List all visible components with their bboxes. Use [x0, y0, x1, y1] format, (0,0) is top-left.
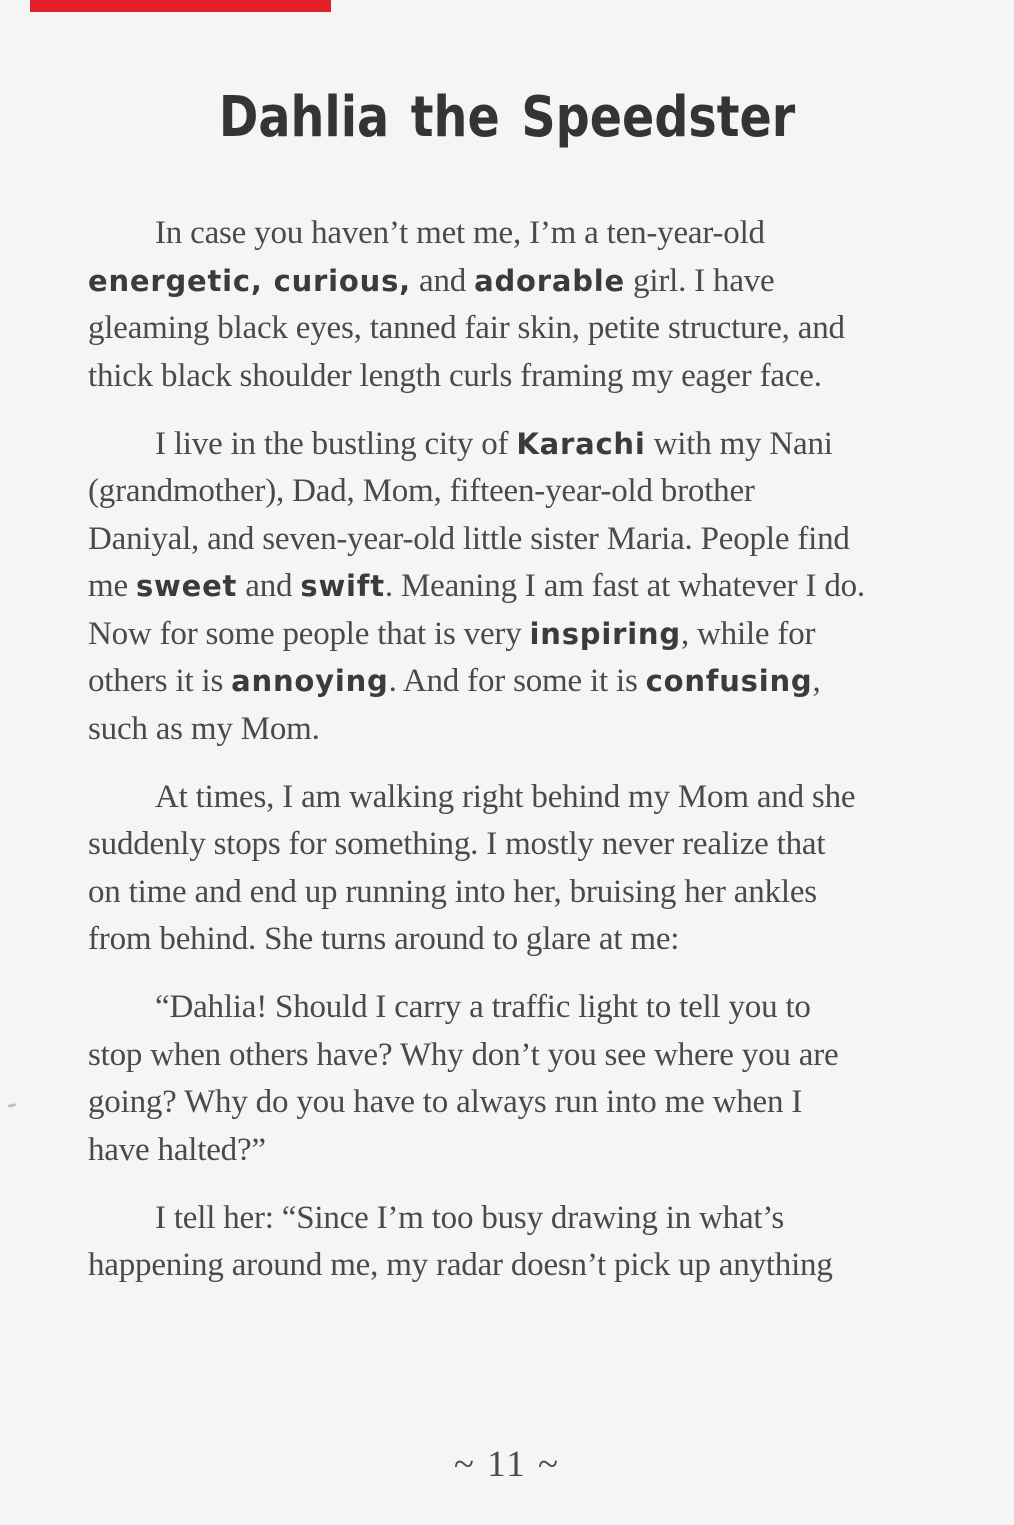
text-line: thick black shoulder length curls framing my eager face.: [88, 357, 822, 394]
decorated-word: Karachi: [516, 426, 646, 461]
text-line: I live in the bustling city of Karachi with my Nani: [155, 425, 833, 462]
decorated-word: sweet: [135, 569, 238, 603]
paragraph: [88, 421, 970, 754]
paragraph: [88, 984, 970, 1174]
chapter-title-text: Dahlia the Speedster: [218, 85, 796, 150]
page-number: ~ 11 ~: [453, 1444, 561, 1485]
decorated-word: energetic, curious,: [88, 263, 411, 298]
text-line: stop when others have? Why don’t you see where you are: [88, 1036, 839, 1073]
decorated-word: swift: [300, 569, 385, 603]
text-line: At times, I am walking right behind my Mom and she: [155, 778, 856, 815]
decorated-word: inspiring: [529, 616, 681, 651]
paragraph: [88, 210, 970, 400]
text-line: Now for some people that is very inspiring, while for: [88, 615, 816, 652]
text-line: I tell her: “Since I’m too busy drawing in what’s: [155, 1199, 784, 1236]
text-line: (grandmother), Dad, Mom, fifteen-year-old brother: [88, 473, 755, 509]
chapter-title: [0, 86, 1014, 150]
text-line: energetic, curious, and adorable girl. I have: [88, 262, 775, 299]
scan-speck-mark: [8, 1103, 16, 1108]
body-text: [88, 210, 970, 1310]
text-line: others it is annoying. And for some it is confusing,: [88, 663, 821, 699]
paragraph: [88, 774, 970, 964]
decorated-word: adorable: [474, 263, 625, 298]
text-line: Daniyal, and seven-year-old little sister Maria. People find: [88, 520, 850, 557]
red-bookmark-strip: [30, 0, 331, 12]
text-line: happening around me, my radar doesn’t pick up anything: [88, 1247, 833, 1283]
text-line: In case you haven’t met me, I’m a ten-year-old: [155, 215, 765, 251]
text-line: going? Why do you have to always run into me when I: [88, 1084, 803, 1120]
text-line: me sweet and swift. Meaning I am fast at whatever I do.: [88, 568, 865, 604]
text-line: suddenly stops for something. I mostly never realize that: [88, 826, 826, 862]
text-line: gleaming black eyes, tanned fair skin, petite structure, and: [88, 310, 845, 346]
text-line: on time and end up running into her, bruising her ankles: [88, 873, 817, 910]
text-line: from behind. She turns around to glare at me:: [88, 921, 680, 957]
paragraph: [88, 1195, 970, 1290]
text-line: “Dahlia! Should I carry a traffic light to tell you to: [155, 989, 811, 1025]
decorated-word: annoying: [231, 664, 389, 698]
decorated-word: confusing: [645, 664, 813, 698]
text-line: have halted?”: [88, 1131, 266, 1168]
text-line: such as my Mom.: [88, 710, 320, 747]
